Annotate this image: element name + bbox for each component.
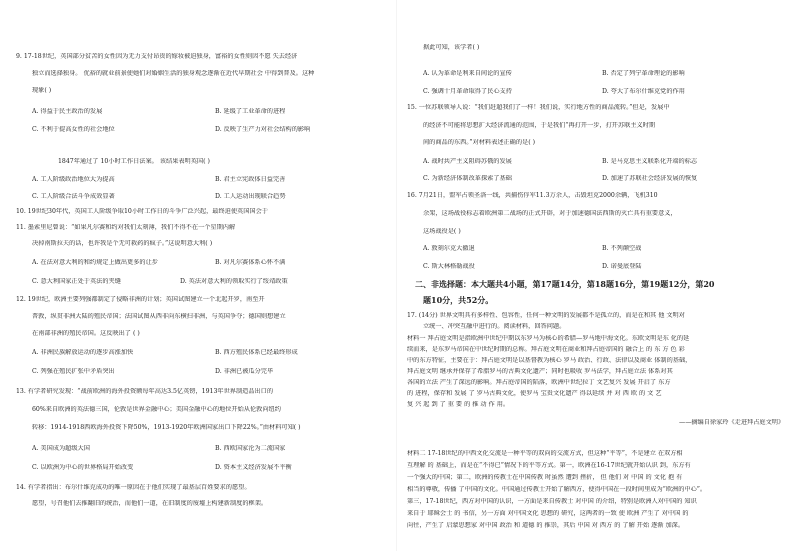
q16-stem-line1: 16. 7月21日，盟军占领圣洛一线，共捕伤俘军11.3万余人，击毁坦克2000余辆，飞机310 xyxy=(407,192,658,199)
q15-option-a: A. 战时共产主义阻碍苏俄的发展 xyxy=(423,158,512,165)
q11-stem-line2: 决掉南斯拉夫的话，也许我是个无可救药的疯子。”这说明意大利( ) xyxy=(32,240,213,247)
q11-option-b: B. 对凡尔赛体系心怀不满 xyxy=(215,259,286,266)
material2-line7: 向往，产生了 启蒙思想家 对中国 政治 和 道德 的 推崇，其后 中国 对 西方 的 了解 开始 逐渐 加深。 xyxy=(407,522,684,529)
q12-option-c: C. 列强在殖民扩张中矛盾突出 xyxy=(32,368,115,375)
q15-option-d: D. 加速了苏联社会经济发展的恢复 xyxy=(602,175,698,182)
q10-stem-line1: 10. 19世纪30年代，英国工人阶级争取10小时工作日的斗争广泛兴起，最终迫使英国国会于 xyxy=(16,208,268,215)
q10-option-c: C. 工人阶级合法斗争成效显著 xyxy=(32,193,115,200)
right-column xyxy=(397,0,794,551)
q17-stem-line1: 17. (14分) 世界文明具有多样性、包容性，任何一种文明的发展都不是孤立的，而是在和其 他 文明对 xyxy=(407,312,685,319)
q12-stem-line2: 普敦，纵贯非洲大陆的殖民帝国；法国试图从西非向东横扫非洲，与英国争夺；德国则想建立 xyxy=(32,313,286,320)
q10-option-b: B. 君主立宪政体日益完善 xyxy=(215,176,286,183)
q14-stem-line1: 14. 有学者指出：布尔什维克成功的唯一原因在于他们实现了最基层百姓要求的愿望。 xyxy=(16,484,251,491)
q14-stem-line3: 据此可知，该学者( ) xyxy=(423,44,480,51)
q9-option-c: C. 不利于提高女性的社会地位 xyxy=(32,126,115,133)
q15-stem-line1: 15. 一位苏联领导人说：“我们赶超我们了一样！我们说，实行地方性的商品流转。”但是，发展中 xyxy=(407,104,670,111)
material1-line3: 中的东方特征，主要在于：拜占庭文明是以基督教为核心 罗马 政治、行政、法律以及商业 体制的基础， xyxy=(407,357,692,364)
material1-line4: 拜占庭文明 继承并保存了希腊罗马的古典文化遗产；同时也吸收 罗马法学，拜占庭立法 体系对其 xyxy=(407,368,673,375)
material1-line2: 续而来，是东罗马帝国在中世纪时期的总称。拜占庭文明在商业和拜占庭帝国的 融合上 的 东 方 色 彩 xyxy=(407,346,685,353)
q13-option-b: B. 西欧国家沦为二流国家 xyxy=(215,445,286,452)
q16-stem-line2: 余架，这场战役标志着欧洲第二战场的正式开辟，对于加速德国法西斯的灭亡具有重要意义， xyxy=(423,210,677,217)
q13-stem-line1: 13. 有学者研究发现：“战前欧洲的海外投资额每年高达3.5亿英镑，1913年世界制造品出口的 xyxy=(16,388,274,395)
q14-option-c: C. 强调十月革命取得了民心支持 xyxy=(423,88,512,95)
q15-stem-line3: 间的商品的东西。”对材料表述正确的是( ) xyxy=(423,139,536,146)
material1-line7: 复 兴 起 到 了 重 要 的 推 动 作 用。 xyxy=(407,401,510,408)
q11-stem-line1: 11. 墨索里尼曾说：“如果凡尔赛和约对我们太刻薄，我们不得不在一个星期内解 xyxy=(16,224,236,231)
q12-option-b: B. 西方殖民体系已经最终形成 xyxy=(215,349,298,356)
q10-option-a: A. 工人阶级政治地位大为提高 xyxy=(32,176,115,183)
material1-source: ——摘编自徐家玲《走进拜占庭文明》 xyxy=(679,419,785,426)
material1-line5: 各国的立法 产生了深远的影响。拜占庭帝国的陷落，欧洲中世纪拉丁 文艺复兴 发展 开启了 东方 xyxy=(407,379,671,386)
q16-option-a: A. 敦刻尔克大撤退 xyxy=(423,245,475,252)
section-heading-line2: 题10分，共52分。 xyxy=(423,295,494,305)
q16-option-b: B. 不列颠空战 xyxy=(602,245,642,252)
q11-option-c: C. 意大利国家正处于英法的夹缝 xyxy=(32,278,121,285)
material2-line3: 一个强大的中国；第二，欧洲的传教士在中国传教 时虽然 遭到 挫折， 但 他们 对 中国 的 文化 抱 有 xyxy=(407,474,683,481)
material2-line1: 材料二 17-18世纪的中西文化交流是一种平等的双向的交流方式，但这种“平等”，不是建立 在双方相 xyxy=(407,450,683,457)
material2-line6: 来自于 耶稣会士 的 书信，另一方面 对中国文化 思想的 研究，这两者的一致 使 欧洲 产生了 对中国 的 xyxy=(407,510,689,517)
material1-line1: 材料一 拜占庭文明是指欧洲中世纪中期以东罗马为核心的希腊—罗马地中海文化。东欧文明是东 化的延 xyxy=(407,335,690,342)
q17-stem-line2: 立统一、冲突互融中进行的。阅读材料，回答问题。 xyxy=(423,323,566,330)
q10-option-d: D. 工人运动出现联合趋势 xyxy=(215,193,286,200)
q9-stem-line1: 9. 17-18世纪，英国部分贫苦的女性因为无力支付昂贵的嫁妆被迫独身，富裕的女性则因不愿 失去经济 xyxy=(16,53,298,60)
q12-stem-line1: 12. 19世纪，欧洲主要列强都制定了侵略非洲的计划；英国试图建立一个北起开罗，南至开 xyxy=(16,296,265,303)
q12-option-d: D. 非洲已被瓜分完毕 xyxy=(215,368,274,375)
q14-option-d: D. 夸大了布尔什维克党的作用 xyxy=(602,88,685,95)
q12-stem-line3: 在南部非洲的殖民帝国。这反映出了 ( ) xyxy=(32,330,140,337)
q9-option-d: D. 反映了生产力对社会结构的影响 xyxy=(215,126,311,133)
q9-option-a: A. 得益于民主政治的发展 xyxy=(32,108,103,115)
q15-option-c: C. 为新经济体制改革探索了基础 xyxy=(423,175,512,182)
q11-option-d: D. 英法对意大利的领取实行了绥靖政策 xyxy=(180,278,288,285)
q13-stem-line3: 转移：1914-1918西欧海外投资下降50%，1913-1920年欧洲国家出口下降22%。”由材料可知( ) xyxy=(32,424,301,431)
q15-option-b: B. 是马克思主义联系化开端的标志 xyxy=(602,158,698,165)
q9-option-b: B. 延缓了工业革命的进程 xyxy=(215,108,286,115)
q13-stem-line2: 60%来自欧洲的英法德三国，伦敦是世界金融中心；美国金融中心的地位开始从伦敦向纽约 xyxy=(32,406,281,413)
q13-option-a: A. 美国成为超级大国 xyxy=(32,445,90,452)
q9-stem-line2: 独立而选择独身。 优裕的就业前景使她们对婚姻生活的独身观念逐渐在近代早期社会 中得到普及。这种 xyxy=(32,70,315,77)
q15-stem-line2: 的经济不可能将思想扩大经济流通的范围，于是我们“再打开一步，打开苏联主义时期 xyxy=(423,122,656,129)
material2-line5: 第三，17-18世纪，西方对中国的认识，一方面是来自传教士 对中国 的介绍，特别是欧洲人对中国的 知识 xyxy=(407,498,697,505)
q9-stem-line3: 现象( ) xyxy=(32,87,52,94)
q14-option-b: B. 否定了列宁革命理论的影响 xyxy=(602,70,685,77)
q16-stem-line3: 这场战役是( ) xyxy=(423,228,461,235)
q13-option-d: D. 资本主义经济发展不平衡 xyxy=(215,464,292,471)
section-heading-line1: 二、非选择题：本大题共4小题，第17题14分，第18题16分，第19题12分，第20 xyxy=(415,279,715,289)
q16-option-d: D. 诺曼底登陆 xyxy=(602,263,642,270)
q16-option-c: C. 斯大林格勒战役 xyxy=(423,263,475,270)
q11-option-a: A. 在法对意大利的和约规定上做出更多的让步 xyxy=(32,259,158,266)
q14-stem-line2: 愿望，号召他们去推翻旧的统治，而他们一道，在旧制度的废墟上构建新制度的框架。 xyxy=(32,500,268,507)
material1-line6: 的 进程，保存和 发展 了 罗马古典文化，使罗马 宝贵文化遗产 得以延续 并 对 西 欧 的 文 艺 xyxy=(407,390,662,397)
q10-stem-line2: 1847年通过了 10小时工作日法案。 该结果表明英国( ) xyxy=(58,158,210,165)
q12-option-a: A. 非洲民族解放运动的逐步高涨加快 xyxy=(32,349,134,356)
q13-option-c: C. 以欧洲为中心的世界格局开始改变 xyxy=(32,464,134,471)
q14-option-a: A. 认为革命是利来自间论的宣传 xyxy=(423,70,512,77)
material2-line2: 互理解 的 基础上，而是在“不得已”情况下的平等方式。第一，欧洲在16-17世纪就开始认识 到，东方有 xyxy=(407,462,691,469)
material2-line4: 相当的尊敬，传播 了中国的文化。中国通过传教士开始了解西方，使得中国在一段时间里成为“欧洲的中心”。 xyxy=(407,486,707,493)
